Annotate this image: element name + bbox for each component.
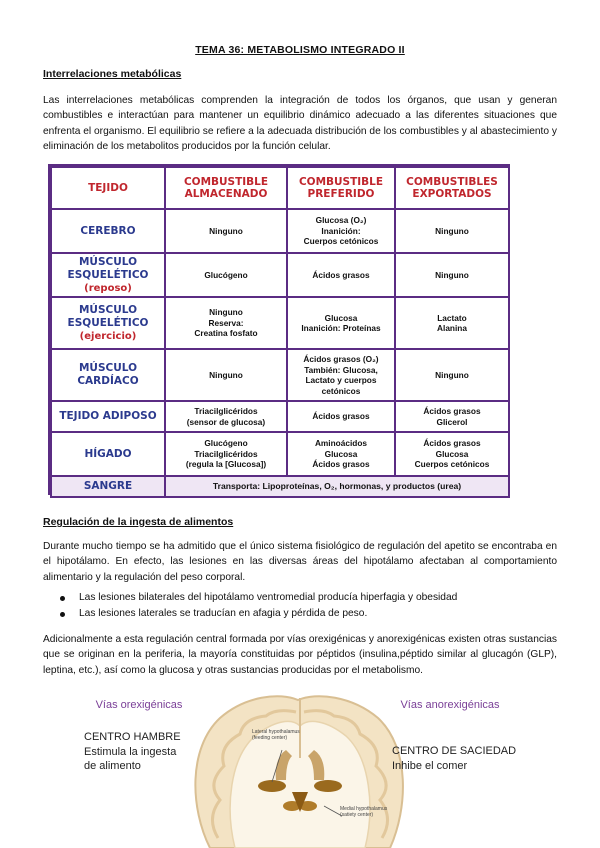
table-row-sangre	[51, 476, 509, 497]
tissue-cell: MÚSCULO ESQUELÉTICO (reposo)	[51, 253, 165, 297]
header-exportados: COMBUSTIBLES EXPORTADOS	[395, 167, 509, 209]
bullet-icon	[60, 596, 65, 601]
tissue-cell: MÚSCULO CARDÍACO	[51, 349, 165, 401]
hunger-center-label: CENTRO HAMBRE	[84, 731, 181, 743]
table-row	[51, 253, 509, 297]
preferred-cell: Aminoácidos Glucosa Ácidos grasos	[287, 432, 395, 476]
tissue-cell: TEJIDO ADIPOSO	[51, 401, 165, 432]
stored-cell: Triacilglicéridos (sensor de glucosa)	[165, 401, 287, 432]
metabolic-table	[48, 164, 510, 495]
paragraph-interrelaciones: Las interrelaciones metabólicas comprenden la integración de todos los órganos, que usan y generan combustibles e interactúan para mantener un equilibrio dinámico adecuado a las diferentes situaciones que enfrenta el organismo. El equilibrio se refiere a la adecuada distribución de los combustibles y al abastecimiento y eliminación de los metabolitos producidos por la función celular.	[43, 95, 557, 152]
bullet-list	[58, 590, 457, 622]
preferred-cell: Glucosa (O₂) Inanición: Cuerpos cetónicos	[287, 209, 395, 253]
exported-cell: Ninguno	[395, 253, 509, 297]
stored-cell: Glucógeno	[165, 253, 287, 297]
exported-cell: Lactato Alanina	[395, 297, 509, 349]
tissue-cell: SANGRE	[51, 476, 165, 497]
preferred-cell: Ácidos grasos	[287, 253, 395, 297]
orexigenic-title: Vías orexigénicas	[95, 699, 183, 711]
exported-cell: Ninguno	[395, 349, 509, 401]
tissue-cell: CEREBRO	[51, 209, 165, 253]
tissue-cell: MÚSCULO ESQUELÉTICO (ejercicio)	[51, 297, 165, 349]
medial-hypothalamus-label: Medial hypothalamus (satiety center)	[340, 806, 388, 818]
section-heading-interrelaciones: Interrelaciones metabólicas	[43, 68, 182, 80]
page-title: TEMA 36: METABOLISMO INTEGRADO II	[195, 44, 405, 56]
stored-cell: Ninguno	[165, 349, 287, 401]
header-almacenado: COMBUSTIBLE ALMACENADO	[165, 167, 287, 209]
table-row	[51, 297, 509, 349]
table-row	[51, 432, 509, 476]
paragraph-regulacion-2: Adicionalmente a esta regulación central formada por vías orexigénicas y anorexigénicas existen otras sustancias que se originan en la periferia, la mayoría constituidas por péptidos (insulina,péptido similar al glucagón (GLP), leptina, etc.), así como la glucosa y otras sustancias producidas por el metabolismo.	[43, 634, 557, 676]
exported-cell: Ácidos grasos Glicerol	[395, 401, 509, 432]
paragraph-regulacion-1: Durante mucho tiempo se ha admitido que el único sistema fisiológico de regulación del apetito se encontraba en el hipotálamo. En efecto, las lesiones en las diversas áreas del hipotálamo afectaban al comportamiento alimentario y la regulación del peso corporal.	[43, 541, 557, 583]
tissue-cell: HÍGADO	[51, 432, 165, 476]
stored-cell: Ninguno Reserva: Creatina fosfato	[165, 297, 287, 349]
list-item: Las lesiones laterales se traducían en afagia y pérdida de peso.	[58, 606, 457, 622]
table-header-row	[51, 167, 509, 209]
section-heading-regulacion: Regulación de la ingesta de alimentos	[43, 516, 234, 528]
header-tejido: TEJIDO	[51, 167, 165, 209]
satiety-center-desc: Inhibe el comer	[392, 760, 468, 772]
table-row	[51, 401, 509, 432]
preferred-cell: Ácidos grasos	[287, 401, 395, 432]
table-row	[51, 209, 509, 253]
brain-figure	[60, 688, 540, 848]
exported-cell: Ácidos grasos Glucosa Cuerpos cetónicos	[395, 432, 509, 476]
stored-cell: Glucógeno Triacilglicéridos (regula la [Glucosa])	[165, 432, 287, 476]
preferred-cell: Glucosa Inanición: Proteínas	[287, 297, 395, 349]
satiety-center-label: CENTRO DE SACIEDAD	[392, 745, 517, 757]
table-row	[51, 349, 509, 401]
stored-cell: Ninguno	[165, 209, 287, 253]
preferred-cell: Ácidos grasos (O₂) También: Glucosa, Lactato y cuerpos cetónicos	[287, 349, 395, 401]
hunger-center-desc: Estimula la ingesta de alimento	[84, 746, 177, 772]
sangre-transport-cell: Transporta: Lipoproteínas, O₂, hormonas, y productos (urea)	[165, 476, 509, 497]
lateral-hypothalamus-label: Lateral hypothalamus (feeding center)	[252, 729, 300, 741]
header-preferido: COMBUSTIBLE PREFERIDO	[287, 167, 395, 209]
exported-cell: Ninguno	[395, 209, 509, 253]
bullet-icon	[60, 612, 65, 617]
anorexigenic-title: Vías anorexigénicas	[400, 699, 500, 711]
list-item: Las lesiones bilaterales del hipotálamo ventromedial producía hiperfagia y obesidad	[58, 590, 457, 606]
